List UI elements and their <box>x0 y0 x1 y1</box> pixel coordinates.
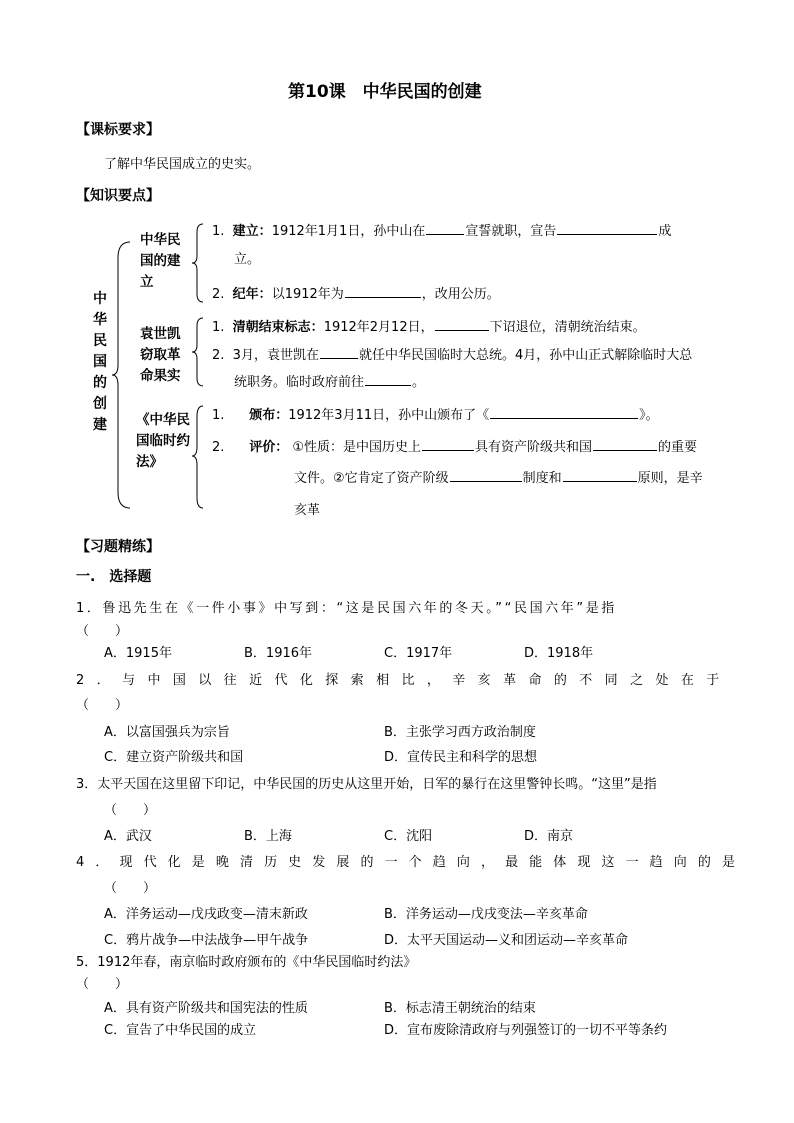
option-b[interactable]: B．上海 <box>244 829 292 844</box>
g1-item2: 2. 纪年：以1912年为 ，改用公历。 <box>212 283 500 302</box>
standard-text: 了解中华民国成立的史实。 <box>104 157 261 172</box>
option-a[interactable]: A．具有资产阶级共和国宪法的性质 <box>104 1001 308 1016</box>
blank[interactable] <box>320 345 358 359</box>
option-d[interactable]: D．1918年 <box>524 646 594 661</box>
knowledge-heading: 【知识要点】 <box>76 188 160 204</box>
blank[interactable] <box>365 372 411 386</box>
g3-item2-line3: 亥革 <box>294 503 321 518</box>
diagram-root-label: 中华民国的创建 <box>93 291 107 433</box>
choice-heading: 一. 选择题 <box>76 569 152 585</box>
group2-brace <box>191 316 205 388</box>
page-title: 第10课 中华民国的创建 <box>288 82 482 102</box>
g2-item2-line2: 统职务。临时政府前往 。 <box>234 371 425 390</box>
root-brace <box>114 240 134 510</box>
blank[interactable] <box>557 221 657 235</box>
option-a[interactable]: A．洋务运动—戊戌政变—清末新政 <box>104 907 308 922</box>
answer-paren[interactable]: （ ） <box>76 624 129 639</box>
answer-paren[interactable]: （ ） <box>104 881 157 896</box>
g1-item1-line2: 立。 <box>234 252 261 267</box>
blank[interactable] <box>450 468 522 482</box>
answer-paren[interactable]: （ ） <box>76 698 129 713</box>
group-label-constitution: 《中华民国临时约法》 <box>136 412 190 470</box>
question-stem: 1．鲁迅先生在《一件小事》中写到：“这是民国六年的冬天。”“民国六年”是指 <box>76 601 617 616</box>
exercise-heading: 【习题精练】 <box>76 539 160 555</box>
group3-brace <box>191 404 205 510</box>
option-d[interactable]: D．宣传民主和科学的思想 <box>384 750 538 765</box>
g2-item1: 1. 清朝结束标志：1912年2月12日， 下诏退位，清朝统治结束。 <box>212 316 646 335</box>
option-b[interactable]: B．标志清王朝统治的结束 <box>384 1001 536 1016</box>
question-stem: 5．1912年春，南京临时政府颁布的《中华民国临时约法》 <box>76 955 417 970</box>
g2-item2-line1: 2. 3月，袁世凯在 就任中华民国临时大总统。4月，孙中山正式解除临时大总 <box>212 344 692 363</box>
group-label-establish: 中华民国的建立 <box>140 232 181 290</box>
blank[interactable] <box>563 468 637 482</box>
group-label-yuan: 袁世凯窃取革命果实 <box>140 326 181 384</box>
blank[interactable] <box>345 284 421 298</box>
option-b[interactable]: B．1916年 <box>244 646 313 661</box>
option-b[interactable]: B．主张学习西方政治制度 <box>384 725 536 740</box>
group1-brace <box>191 222 205 304</box>
option-d[interactable]: D．南京 <box>524 829 574 844</box>
question-stem: 3．太平天国在这里留下印记，中华民国的历史从这里开始，日军的暴行在这里警钟长鸣。“这里”是指 <box>76 777 657 792</box>
question-stem: 2．与中国以往近代化探索相比，辛亥革命的不同之处在于 <box>76 673 732 688</box>
answer-paren[interactable]: （ ） <box>76 977 129 992</box>
option-c[interactable]: C．沈阳 <box>384 829 433 844</box>
answer-paren[interactable]: （ ） <box>104 803 157 818</box>
question-stem: 4．现代化是晚清历史发展的一个趋向，最能体现这一趋向的是 <box>76 855 747 870</box>
option-d[interactable]: D．太平天国运动—义和团运动—辛亥革命 <box>384 933 629 948</box>
g1-item1-line1: 1. 建立：1912年1月1日，孙中山在 宣誓就职，宣告 成 <box>212 220 671 239</box>
option-c[interactable]: C．宣告了中华民国的成立 <box>104 1023 257 1038</box>
option-d[interactable]: D．宣布废除清政府与列强签订的一切不平等条约 <box>384 1023 668 1038</box>
blank[interactable] <box>593 437 657 451</box>
g3-item2-line2: 文件。②它肯定了资产阶级 制度和 原则，是辛 <box>294 467 703 486</box>
option-c[interactable]: C．鸦片战争—中法战争—甲午战争 <box>104 933 309 948</box>
blank[interactable] <box>435 317 489 331</box>
option-a[interactable]: A．以富国强兵为宗旨 <box>104 725 230 740</box>
option-a[interactable]: A．1915年 <box>104 646 172 661</box>
blank[interactable] <box>490 405 638 419</box>
g3-item1: 1. 颁布：1912年3月11日，孙中山颁布了《 》。 <box>212 404 659 423</box>
standard-heading: 【课标要求】 <box>76 122 160 138</box>
option-c[interactable]: C．建立资产阶级共和国 <box>104 750 244 765</box>
option-a[interactable]: A．武汉 <box>104 829 152 844</box>
option-c[interactable]: C．1917年 <box>384 646 453 661</box>
blank[interactable] <box>422 437 474 451</box>
option-b[interactable]: B．洋务运动—戊戌变法—辛亥革命 <box>384 907 588 922</box>
blank[interactable] <box>426 221 464 235</box>
g3-item2-line1: 2. 评价： ①性质：是中国历史上 具有资产阶级共和国 的重要 <box>212 436 697 455</box>
